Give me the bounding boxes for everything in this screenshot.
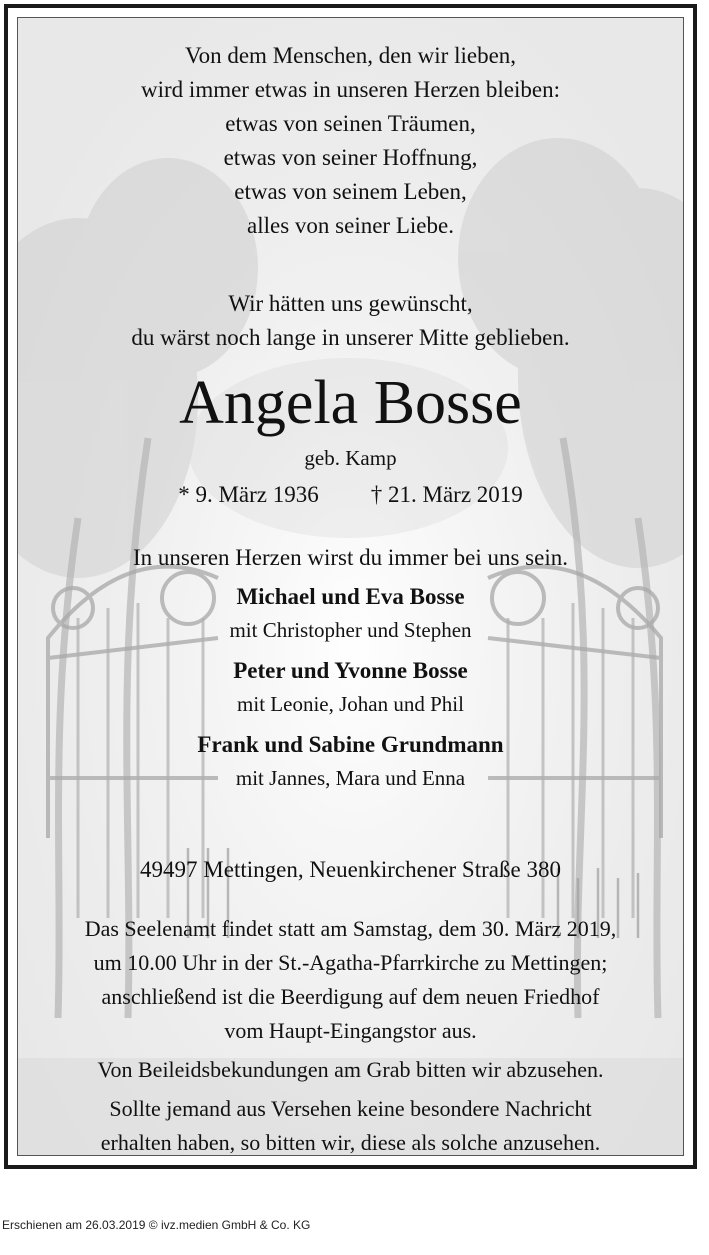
family-members: mit Christopher und Stephen — [229, 618, 472, 642]
poem-line: etwas von seinen Träumen, — [225, 111, 476, 136]
poem-line: etwas von seinem Leben, — [234, 179, 467, 204]
notice-line: erhalten haben, so bitten wir, diese als solche anzusehen. — [100, 1130, 601, 1155]
service-line: Das Seelenamt findet statt am Samstag, dem 30. März 2019, — [84, 916, 617, 941]
family-name: Michael und Eva Bosse — [236, 584, 465, 609]
condolence-note: Von Beileidsbekundungen am Grab bitten wir abzusehen. — [97, 1057, 604, 1082]
life-dates — [18, 482, 683, 508]
maiden-name: geb. Kamp — [304, 446, 397, 470]
service-line: vom Haupt-Eingangstor aus. — [224, 1018, 477, 1043]
service-line: um 10.00 Uhr in der St.-Agatha-Pfarrkirche zu Mettingen; — [93, 950, 608, 975]
family-members: mit Leonie, Johan und Phil — [237, 692, 464, 716]
publication-footer: Erschienen am 26.03.2019 © ivz.medien GmbH & Co. KG — [2, 1218, 311, 1232]
family-name: Peter und Yvonne Bosse — [233, 658, 468, 683]
address: 49497 Mettingen, Neuenkirchener Straße 380 — [140, 857, 561, 882]
poem-line: alles von seiner Liebe. — [247, 213, 454, 238]
service-line: anschließend ist die Beerdigung auf dem neuen Friedhof — [101, 984, 600, 1009]
birth-date: * 9. März 1936 — [178, 482, 319, 507]
obituary-panel — [17, 17, 684, 1156]
notice-line: Sollte jemand aus Versehen keine besondere Nachricht — [109, 1096, 592, 1121]
death-date: † 21. März 2019 — [370, 482, 523, 507]
family-members: mit Jannes, Mara und Enna — [235, 766, 466, 790]
wish-line: du wärst noch lange in unserer Mitte geblieben. — [131, 325, 570, 350]
wish-line: Wir hätten uns gewünscht, — [228, 291, 473, 316]
obituary-frame — [4, 4, 697, 1169]
deceased-name: Angela Bosse — [179, 369, 522, 437]
family-name: Frank und Sabine Grundmann — [197, 732, 504, 757]
dedication: In unseren Herzen wirst du immer bei uns sein. — [133, 545, 568, 570]
poem-line: Von dem Menschen, den wir lieben, — [184, 43, 517, 68]
poem-line: etwas von seiner Hoffnung, — [223, 145, 478, 170]
poem-line: wird immer etwas in unseren Herzen bleiben: — [141, 77, 560, 102]
